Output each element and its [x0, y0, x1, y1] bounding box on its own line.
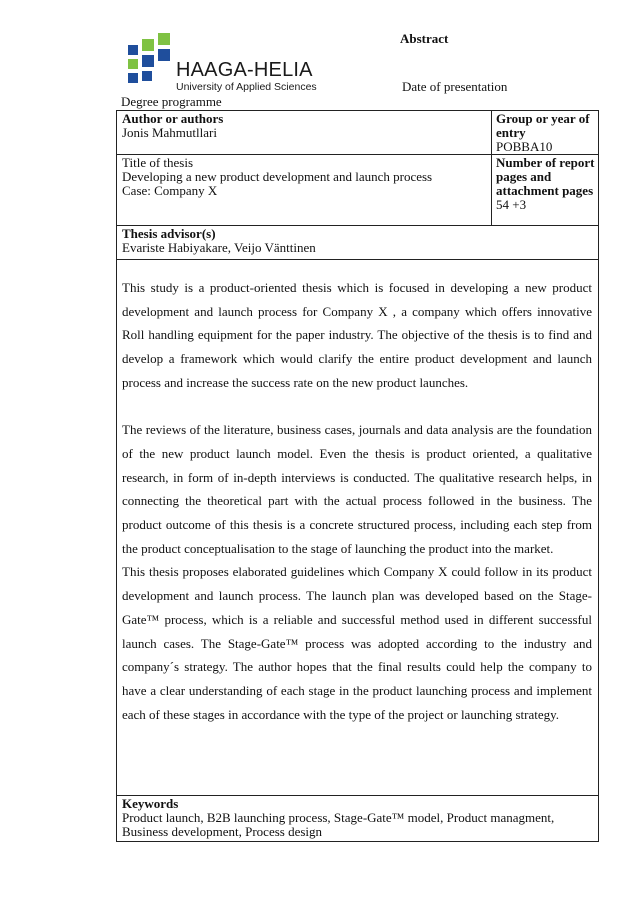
pages-label: Number of report pages and attachment pages: [496, 155, 595, 198]
haaga-helia-logo: [124, 33, 317, 95]
title-line-1: Developing a new product development and launch process: [122, 169, 433, 184]
group-label: Group or year of entry: [496, 111, 590, 140]
advisor-value: Evariste Habiyakare, Veijo Vänttinen: [122, 240, 316, 255]
keywords-value: Product launch, B2B launching process, Stage-Gate™ model, Product managment, Business development, Process design: [122, 810, 555, 839]
abstract-title: Abstract: [400, 31, 449, 46]
abstract-body-row: [117, 260, 598, 796]
keywords-row: [117, 796, 598, 841]
abstract-paragraph-2: The reviews of the literature, business cases, journals and data analysis are the foundation of the new product launch model. Even the thesis is product oriented, a qualitative research, in form of in-depth interviews is conducted. The qualitative research helps, in connecting the theoretical part with the actual process followed in the business. The product outcome of this thesis is a concrete structured process, including each step from the product conceptualisation to the stage of launching the product into the market.: [122, 422, 592, 556]
title-row: [117, 155, 598, 226]
logo-squares-icon: [124, 33, 176, 95]
author-label: Author or authors: [122, 111, 224, 126]
keywords-label: Keywords: [122, 796, 179, 811]
logo-name: HAAGA-HELIA: [176, 59, 313, 81]
abstract-body: [122, 276, 592, 726]
author-value: Jonis Mahmutllari: [122, 125, 217, 140]
abstract-form-table: [116, 110, 599, 842]
advisor-row: [117, 226, 598, 260]
author-row: [117, 111, 598, 155]
degree-programme-label: Degree programme: [121, 94, 222, 109]
group-value: POBBA10: [496, 139, 553, 154]
logo-subtitle: University of Applied Sciences: [176, 81, 317, 93]
title-line-2: Case: Company X: [122, 183, 218, 198]
date-of-presentation-label: Date of presentation: [402, 79, 508, 94]
advisor-label: Thesis advisor(s): [122, 226, 216, 241]
abstract-paragraph-1: This study is a product-oriented thesis which is focused in developing a new product development and launch process for Company X , a company which offers innovative Roll handling equipment for the paper industry. The objective of the thesis is to find and develop a framework which would clarify the entire product development and launch process and increase the success rate on the new product launches.: [122, 280, 592, 390]
title-label: Title of thesis: [122, 155, 194, 170]
abstract-paragraph-3: This thesis proposes elaborated guidelines which Company X could follow in its product development and launch process. The launch plan was developed based on the Stage-Gate™ process, which is a reliable and successful method used in different successful launch cases. The Stage-Gate™ process was adopted according to the industry and company´s strategy. The author hopes that the final results could help the company to have a clear understanding of each stage in the product launching process and implement each of these stages in accordance with the type of the project or launching strategy.: [122, 564, 592, 722]
pages-value: 54 +3: [496, 197, 527, 212]
